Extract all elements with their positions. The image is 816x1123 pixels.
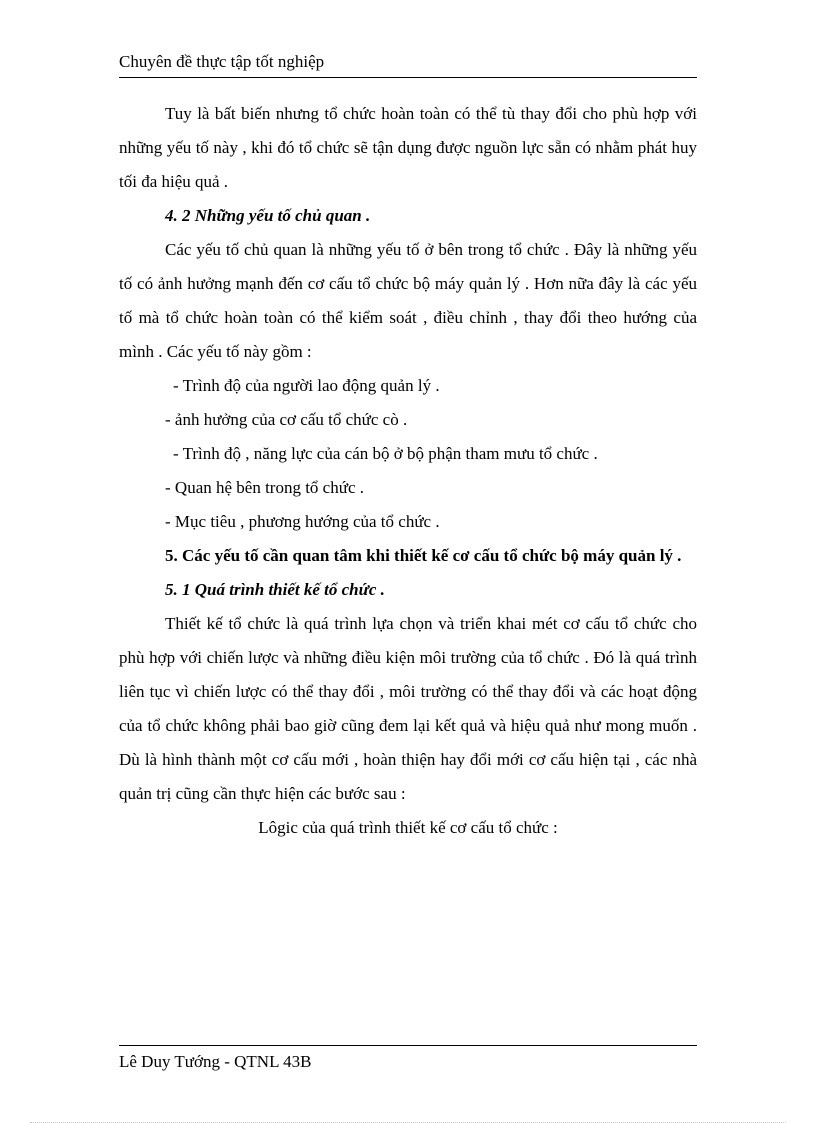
- list-item: - ảnh hưởng của cơ cấu tổ chức cò .: [165, 410, 408, 429]
- page-footer: [119, 1045, 697, 1074]
- page-content: [119, 97, 697, 845]
- list-item: - Trình độ của người lao động quản lý .: [173, 376, 440, 395]
- heading-subjective-factors: 4. 2 Những yếu tố chủ quan .: [165, 206, 371, 225]
- list-item: - Mục tiêu , phương hướng của tổ chức .: [165, 512, 440, 531]
- paragraph-design-process: Thiết kế tổ chức là quá trình lựa chọn và triển khai mét cơ cấu tổ chức cho phù hợp với chiến lược và những điều kiện môi trường của tổ chức . Đó là quá trình liên tục vì chiến lược có thể thay đổi , môi trường có thể thay đổi và các hoạt động của tổ chức không phải bao giờ cũng đem lại kết quả và hiệu quả như mong muốn . Dù là hình thành một cơ cấu mới , hoàn thiện hay đổi mới cơ cấu hiện tại , các nhà quản trị cũng cần thực hiện các bước sau :: [119, 614, 697, 803]
- list-item: - Quan hệ bên trong tổ chức .: [165, 478, 364, 497]
- paragraph-intro: Tuy là bất biến nhưng tổ chức hoàn toàn có thể tù thay đổi cho phù hợp với những yếu tố này , khi đó tổ chức sẽ tận dụng được nguồn lực sẵn có nhằm phát huy tối đa hiệu quả .: [119, 104, 697, 191]
- heading-design-process: 5. 1 Quá trình thiết kế tổ chức .: [165, 580, 385, 599]
- factor-list: [119, 369, 697, 539]
- diagram-caption: Lôgic của quá trình thiết kế cơ cấu tổ chức :: [258, 818, 558, 837]
- paragraph-subjective-factors: Các yếu tố chủ quan là những yếu tố ở bên trong tổ chức . Đây là những yếu tố có ảnh hưởng mạnh đến cơ cấu tổ chức bộ máy quản lý . Hơn nữa đây là các yếu tố mà tổ chức hoàn toàn có thể kiểm soát , điều chỉnh , thay đổi theo hướng của mình . Các yếu tố này gồm :: [119, 240, 697, 361]
- list-item: - Trình độ , năng lực của cán bộ ở bộ phận tham mưu tổ chức .: [173, 444, 598, 463]
- header-title: Chuyên đề thực tập tốt nghiệp: [119, 52, 325, 71]
- footer-author: Lê Duy Tướng - QTNL 43B: [119, 1052, 312, 1071]
- page-header: [119, 50, 697, 78]
- heading-design-factors: 5. Các yếu tố cần quan tâm khi thiết kế cơ cấu tổ chức bộ máy quản lý .: [165, 546, 682, 565]
